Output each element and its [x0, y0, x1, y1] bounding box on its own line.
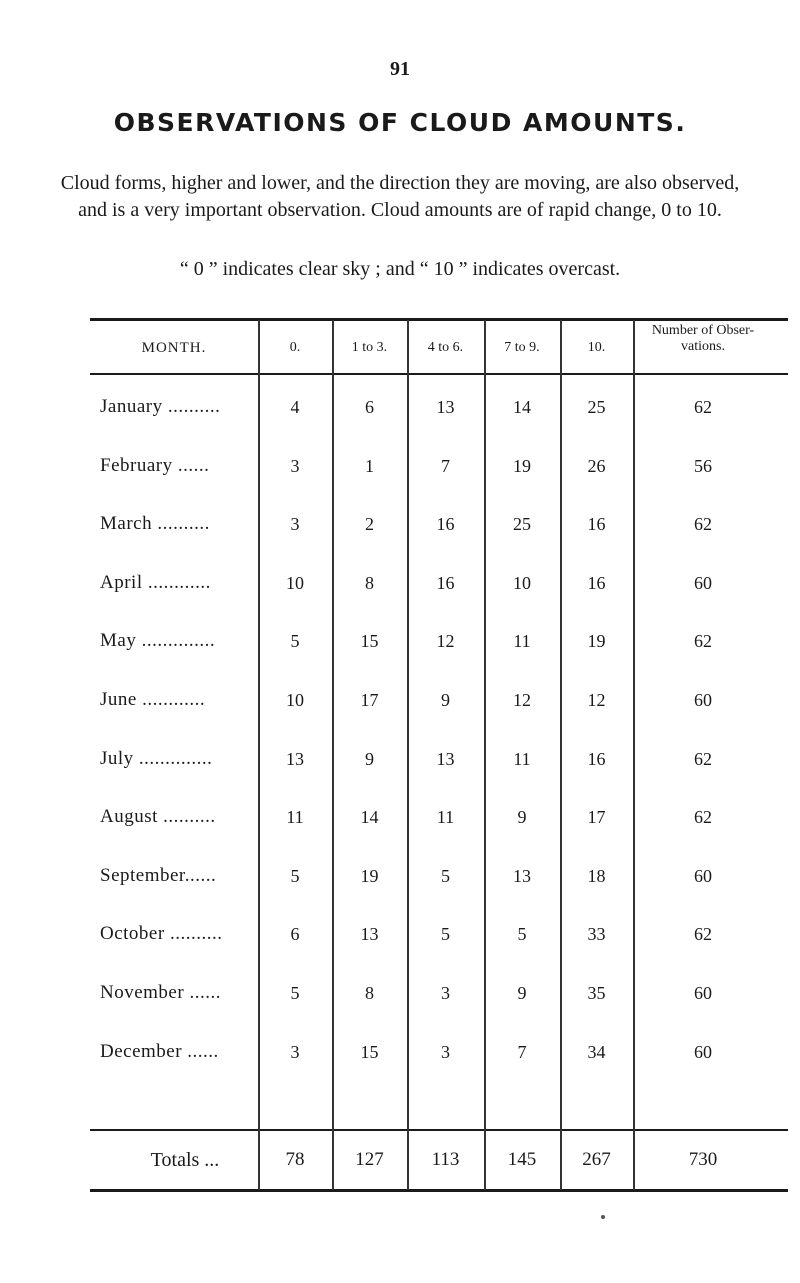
table-cell: 5	[441, 924, 450, 944]
table-cell: 1	[365, 456, 374, 476]
totals-cell: 145	[507, 1149, 537, 1170]
table-cell: 17	[587, 807, 606, 827]
table-cell: 3	[290, 1042, 300, 1062]
header-1-to-3: 1 to 3.	[351, 340, 388, 355]
totals-cell: 127	[355, 1149, 384, 1170]
header-observations: Number of Obser-vations.	[651, 323, 755, 354]
table-cell: 11	[513, 631, 531, 651]
table-cell: 9	[517, 983, 527, 1003]
month-label: September......	[100, 865, 217, 886]
table-top-rule	[90, 318, 788, 321]
table-cell: 5	[290, 983, 300, 1003]
month-label: December ......	[100, 1041, 219, 1062]
table-cell: 6	[290, 924, 300, 944]
totals-cell: 78	[285, 1149, 305, 1170]
table-cell: 62	[694, 924, 712, 944]
table-cell: 13	[436, 397, 455, 417]
table-cell: 9	[365, 749, 374, 769]
ink-dot	[601, 1215, 605, 1219]
table-cell: 6	[365, 397, 374, 417]
table-cell: 7	[441, 456, 450, 476]
table-cell: 60	[694, 690, 712, 710]
month-label: February ......	[100, 455, 210, 476]
month-label: June ............	[100, 689, 206, 710]
table-cell: 62	[694, 807, 712, 827]
header-month: MONTH.	[141, 340, 207, 356]
table-cell: 9	[517, 807, 527, 827]
header-4-to-6: 4 to 6.	[427, 340, 464, 355]
table-cell: 10	[286, 690, 304, 710]
table-cell: 56	[694, 456, 712, 476]
scale-note: “ 0 ” indicates clear sky ; and “ 10 ” indicates overcast.	[179, 258, 621, 280]
table-cell: 13	[513, 866, 531, 886]
table-cell: 60	[694, 866, 712, 886]
table-cell: 3	[290, 514, 300, 534]
table-cell: 25	[587, 397, 606, 417]
table-cell: 16	[587, 514, 606, 534]
month-label: August ..........	[100, 806, 216, 827]
totals-cell: 113	[431, 1149, 460, 1170]
table-bottom-rule	[90, 1189, 788, 1192]
table-cell: 5	[290, 866, 300, 886]
table-cell: 13	[286, 749, 304, 769]
table-cell: 5	[441, 866, 450, 886]
table-cell: 60	[694, 573, 712, 593]
table-cell: 34	[587, 1042, 606, 1062]
table-cell: 19	[360, 866, 379, 886]
table-cell: 19	[513, 456, 531, 476]
table-cell: 15	[360, 1042, 379, 1062]
table-cell: 15	[360, 631, 379, 651]
intro-paragraph: Cloud forms, higher and lower, and the direction they are moving, are also observed, and is a very important observation. Cloud amounts are of rapid change, 0 to 10.	[60, 172, 740, 221]
table-cell: 12	[587, 690, 606, 710]
table-totals-rule	[90, 1129, 788, 1131]
month-label: July ..............	[100, 748, 213, 769]
table-cell: 35	[587, 983, 606, 1003]
table-cell: 10	[286, 573, 304, 593]
table-cell: 26	[587, 456, 606, 476]
table-cell: 8	[365, 573, 374, 593]
table-cell: 19	[587, 631, 606, 651]
header-10: 10.	[587, 340, 606, 355]
table-header-rule	[90, 373, 788, 375]
table-cell: 18	[587, 866, 606, 886]
table-cell: 16	[587, 573, 606, 593]
table-cell: 4	[290, 397, 300, 417]
table-cell: 10	[513, 573, 531, 593]
totals-label: Totals ...	[150, 1149, 220, 1171]
table-cell: 12	[436, 631, 455, 651]
month-label: November ......	[100, 982, 221, 1003]
table-cell: 3	[290, 456, 300, 476]
header-7-to-9: 7 to 9.	[504, 340, 540, 355]
table-cell: 62	[694, 514, 712, 534]
table-cell: 12	[513, 690, 531, 710]
table-cell: 33	[587, 924, 606, 944]
table-cell: 5	[517, 924, 527, 944]
month-label: January ..........	[100, 396, 221, 417]
table-cell: 14	[513, 397, 531, 417]
table-cell: 13	[436, 749, 455, 769]
table-cell: 11	[286, 807, 304, 827]
page-title: OBSERVATIONS OF CLOUD AMOUNTS.	[113, 108, 687, 137]
table-cell: 16	[436, 573, 455, 593]
table-cell: 7	[517, 1042, 527, 1062]
table-cell: 60	[694, 1042, 712, 1062]
table-cell: 11	[513, 749, 531, 769]
table-cell: 16	[436, 514, 455, 534]
table-cell: 17	[360, 690, 379, 710]
table-cell: 3	[441, 983, 450, 1003]
table-cell: 5	[290, 631, 300, 651]
totals-cell: 267	[582, 1149, 611, 1170]
table-cell: 9	[441, 690, 450, 710]
month-label: March ..........	[100, 513, 210, 534]
month-label: May ..............	[100, 630, 216, 651]
table-cell: 25	[513, 514, 531, 534]
month-label: April ............	[100, 572, 211, 593]
table-cell: 3	[441, 1042, 450, 1062]
page-number: 91	[390, 58, 410, 80]
table-cell: 13	[360, 924, 379, 944]
table-cell: 62	[694, 631, 712, 651]
totals-cell: 730	[688, 1149, 718, 1170]
table-cell: 62	[694, 749, 712, 769]
table-cell: 11	[436, 807, 455, 827]
table-cell: 60	[694, 983, 712, 1003]
table-cell: 62	[694, 397, 712, 417]
month-label: October ..........	[100, 923, 223, 944]
table-cell: 14	[360, 807, 379, 827]
table-cell: 2	[365, 514, 374, 534]
table-cell: 8	[365, 983, 374, 1003]
table-cell: 16	[587, 749, 606, 769]
header-0: 0.	[289, 340, 301, 355]
